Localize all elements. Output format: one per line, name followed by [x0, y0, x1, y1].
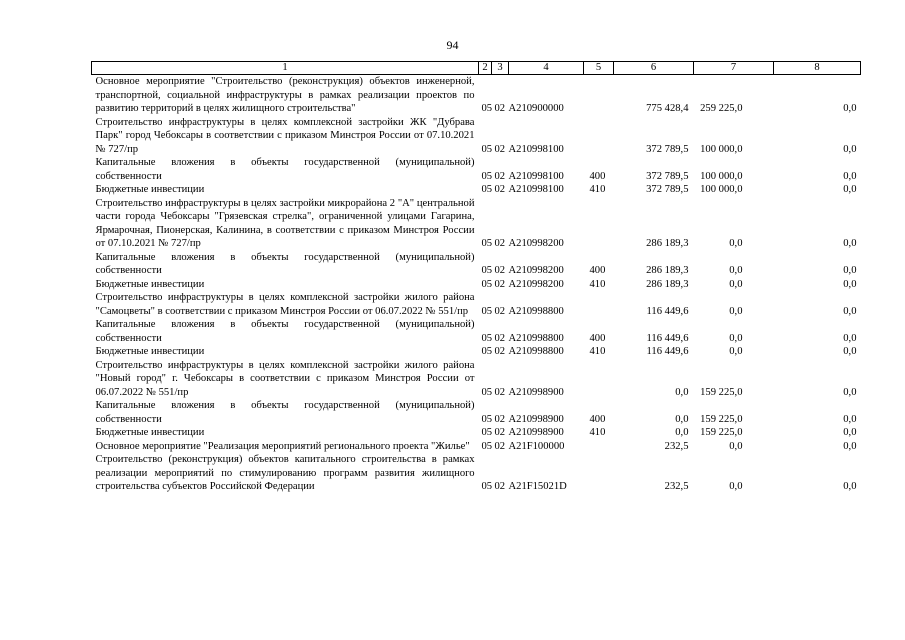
target-article-code: А210998100: [508, 170, 564, 182]
amount-col-6: 0,0: [675, 413, 689, 425]
table-row: [92, 278, 861, 292]
table-row: [92, 453, 861, 494]
section-code: 05: [481, 386, 493, 398]
expense-type-code: 400: [589, 170, 606, 182]
amount-col-8: 0,0: [843, 143, 857, 155]
amount-col-8: 0,0: [843, 440, 857, 452]
item-name: Строительство инфраструктуры в целях комплексной застройки жилого района "Самоцветы" в соответствии с приказом Минстроя России от 06.07.2022 № 551/пр: [95, 292, 475, 317]
subsection-code: 02: [494, 481, 506, 492]
item-name: Основное мероприятие "Строительство (реконструкция) объектов инженерной, транспортной, социальной инфраструктуры в рамках реализации проектов по развитию территорий в целях жилищного строительства": [95, 76, 475, 114]
column-header-6: 6: [614, 62, 694, 75]
expense-type-code: [584, 291, 614, 318]
expense-type-code: 400: [589, 332, 606, 344]
item-name: Капитальные вложения в объекты государственной (муниципальной) собственности: [95, 319, 475, 344]
amount-col-6: 775 428,4: [646, 103, 689, 114]
subsection-code: 02: [494, 278, 506, 290]
section-code: 05: [481, 440, 493, 452]
subsection-code: 02: [494, 386, 506, 398]
target-article-code: А210998800: [508, 346, 564, 357]
table-row: [92, 318, 861, 345]
amount-col-7: 0,0: [729, 440, 743, 452]
column-header-7: 7: [694, 62, 774, 75]
section-code: 05: [481, 265, 493, 276]
expense-type-code: [584, 116, 614, 157]
amount-col-8: 0,0: [843, 103, 857, 114]
amount-col-7: 0,0: [729, 265, 743, 276]
target-article-code: А21F15021D: [508, 481, 567, 492]
amount-col-8: 0,0: [843, 265, 857, 276]
subsection-code: 02: [494, 346, 506, 357]
amount-col-8: 0,0: [843, 481, 857, 492]
table-row: [92, 399, 861, 426]
amount-col-7: 0,0: [729, 238, 743, 249]
item-name: Капитальные вложения в объекты государственной (муниципальной) собственности: [95, 251, 475, 276]
amount-col-7: 100 000,0: [700, 170, 743, 182]
table-row: [92, 183, 861, 197]
target-article-code: А21F100000: [508, 440, 565, 452]
section-code: 05: [481, 103, 493, 114]
table-row: [92, 345, 861, 359]
amount-col-7: 159 225,0: [700, 413, 743, 425]
target-article-code: А210998900: [508, 413, 564, 425]
amount-col-7: 0,0: [729, 278, 743, 290]
page-number: 94: [446, 38, 459, 52]
expense-type-code: 400: [589, 413, 606, 425]
amount-col-7: 0,0: [729, 305, 743, 317]
expense-type-code: [584, 453, 614, 494]
amount-col-6: 286 189,3: [646, 278, 689, 290]
amount-col-6: 372 789,5: [646, 184, 689, 195]
amount-col-6: 116 449,6: [646, 346, 689, 357]
target-article-code: А210900000: [508, 103, 564, 114]
target-article-code: А210998200: [508, 265, 564, 276]
amount-col-7: 159 225,0: [700, 427, 743, 438]
amount-col-6: 372 789,5: [646, 170, 689, 182]
table-row: [92, 251, 861, 278]
subsection-code: 02: [494, 332, 506, 344]
table-body: [92, 75, 861, 494]
amount-col-8: 0,0: [843, 386, 857, 398]
amount-col-8: 0,0: [843, 305, 857, 317]
amount-col-8: 0,0: [843, 332, 857, 344]
subsection-code: 02: [494, 265, 506, 276]
item-name: Строительство инфраструктуры в целях комплексной застройки ЖК "Дубрава Парк" город Чебоксары в соответствии с приказом Минстроя России от 07.10.2021 № 727/пр: [95, 116, 475, 155]
section-code: 05: [481, 238, 493, 249]
target-article-code: А210998800: [508, 332, 564, 344]
table-row: [92, 75, 861, 116]
item-name: Основное мероприятие "Реализация мероприятий регионального проекта "Жилье": [95, 440, 470, 452]
section-code: 05: [481, 170, 493, 182]
table-row: [92, 197, 861, 251]
amount-col-7: 0,0: [729, 346, 743, 357]
amount-col-6: 232,5: [664, 481, 689, 492]
amount-col-7: 0,0: [729, 332, 743, 344]
header-row: [92, 62, 861, 75]
section-code: 05: [481, 481, 493, 492]
target-article-code: А210998800: [508, 305, 564, 317]
table-row: [92, 156, 861, 183]
target-article-code: А210998900: [508, 386, 564, 398]
target-article-code: А210998100: [508, 184, 564, 195]
subsection-code: 02: [494, 413, 506, 425]
amount-col-8: 0,0: [843, 427, 857, 438]
amount-col-8: 0,0: [843, 184, 857, 195]
section-code: 05: [481, 143, 493, 155]
expense-type-code: 410: [589, 278, 606, 290]
amount-col-8: 0,0: [843, 238, 857, 249]
expense-type-code: [584, 440, 614, 454]
target-article-code: А210998200: [508, 238, 564, 249]
column-header-8: 8: [774, 62, 861, 75]
expense-type-code: 410: [589, 427, 606, 438]
item-name: Капитальные вложения в объекты государственной (муниципальной) собственности: [95, 400, 475, 425]
budget-table: [91, 61, 861, 494]
table-header: [92, 62, 861, 75]
table-row: [92, 359, 861, 400]
amount-col-6: 286 189,3: [646, 238, 689, 249]
section-code: 05: [481, 413, 493, 425]
item-name: Строительство (реконструкция) объектов капитального строительства в рамках реализации мероприятий по стимулированию программ развития жилищного строительства субъектов Российской Федерации: [95, 454, 475, 492]
subsection-code: 02: [494, 143, 506, 155]
amount-col-7: 159 225,0: [700, 386, 743, 398]
amount-col-8: 0,0: [843, 278, 857, 290]
amount-col-8: 0,0: [843, 346, 857, 357]
amount-col-6: 232,5: [664, 440, 689, 452]
expense-type-code: 410: [589, 346, 606, 357]
expense-type-code: [584, 75, 614, 116]
amount-col-8: 0,0: [843, 170, 857, 182]
target-article-code: А210998100: [508, 143, 564, 155]
expense-type-code: 400: [589, 265, 606, 276]
table-row: [92, 291, 861, 318]
item-name: Бюджетные инвестиции: [95, 278, 205, 290]
item-name: Бюджетные инвестиции: [95, 346, 205, 357]
amount-col-6: 116 449,6: [646, 332, 689, 344]
item-name: Капитальные вложения в объекты государственной (муниципальной) собственности: [95, 157, 475, 182]
subsection-code: 02: [494, 238, 506, 249]
table-row: [92, 116, 861, 157]
subsection-code: 02: [494, 440, 506, 452]
subsection-code: 02: [494, 170, 506, 182]
subsection-code: 02: [494, 184, 506, 195]
amount-col-8: 0,0: [843, 413, 857, 425]
column-header-3: 3: [492, 62, 509, 75]
section-code: 05: [481, 332, 493, 344]
amount-col-6: 0,0: [675, 427, 689, 438]
target-article-code: А210998900: [508, 427, 564, 438]
amount-col-7: 259 225,0: [700, 103, 743, 114]
amount-col-6: 0,0: [675, 386, 689, 398]
subsection-code: 02: [494, 305, 506, 317]
item-name: Строительство инфраструктуры в целях комплексной застройки жилого района "Новый город" г. Чебоксары в соответствии с приказом Минстроя России от 06.07.2022 № 551/пр: [95, 359, 475, 398]
amount-col-6: 116 449,6: [646, 305, 689, 317]
section-code: 05: [481, 278, 493, 290]
table-row: [92, 440, 861, 454]
item-name: Строительство инфраструктуры в целях застройки микрорайона 2 "А" центральной части города Чебоксары "Грязевская стрелка", ограниченной улицами Гагарина, Ярмарочная, Пионерская, Калинина, в соответствии с приказом Минстроя России от 07.10.2021 № 727/пр: [95, 197, 475, 249]
amount-col-7: 100 000,0: [700, 143, 743, 155]
section-code: 05: [481, 305, 493, 317]
expense-type-code: 410: [589, 184, 606, 195]
subsection-code: 02: [494, 427, 506, 438]
amount-col-6: 286 189,3: [646, 265, 689, 276]
section-code: 05: [481, 184, 493, 195]
target-article-code: А210998200: [508, 278, 564, 290]
amount-col-7: 0,0: [729, 481, 743, 492]
subsection-code: 02: [494, 103, 506, 114]
expense-type-code: [584, 359, 614, 400]
column-header-1: 1: [92, 62, 479, 75]
column-header-5: 5: [584, 62, 614, 75]
table-row: [92, 426, 861, 440]
amount-col-7: 100 000,0: [700, 184, 743, 195]
item-name: Бюджетные инвестиции: [95, 184, 205, 195]
column-header-2: 2: [479, 62, 492, 75]
column-header-4: 4: [509, 62, 584, 75]
amount-col-6: 372 789,5: [646, 143, 689, 155]
section-code: 05: [481, 346, 493, 357]
section-code: 05: [481, 427, 493, 438]
expense-type-code: [584, 197, 614, 251]
item-name: Бюджетные инвестиции: [95, 427, 205, 438]
